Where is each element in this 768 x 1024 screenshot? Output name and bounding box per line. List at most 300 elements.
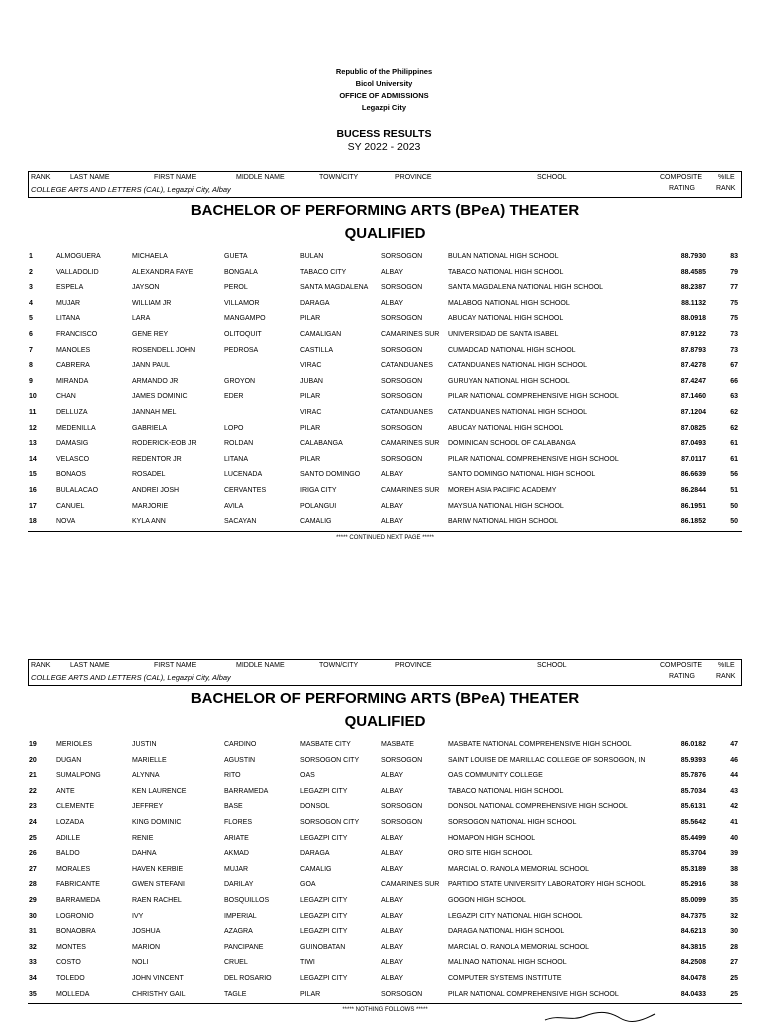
table-row bbox=[28, 515, 742, 531]
school-cell: SANTA MAGDALENA NATIONAL HIGH SCHOOL bbox=[448, 284, 604, 292]
school-cell: LEGAZPI CITY NATIONAL HIGH SCHOOL bbox=[448, 912, 583, 920]
percentile-rank-cell: 66 bbox=[730, 377, 738, 385]
composite-rating-cell: 87.9122 bbox=[680, 330, 706, 338]
program-title: BACHELOR OF PERFORMING ARTS (BPeA) THEATER bbox=[190, 202, 580, 219]
school-cell: ABUCAY NATIONAL HIGH SCHOOL bbox=[448, 424, 564, 432]
middle-name-cell: BASE bbox=[224, 803, 243, 811]
last-name-cell: DELLUZA bbox=[56, 408, 88, 416]
town-cell: SANTO DOMINGO bbox=[300, 471, 361, 479]
school-cell: BULAN NATIONAL HIGH SCHOOL bbox=[448, 253, 559, 260]
school-cell: MARCIAL O. RAÑOLA MEMORIAL SCHOOL bbox=[448, 865, 590, 873]
col-rank: RANK bbox=[31, 174, 51, 181]
rank-cell: 14 bbox=[29, 455, 37, 463]
town-cell: VIRAC bbox=[300, 408, 322, 416]
percentile-rank-cell: 61 bbox=[730, 440, 738, 448]
rank-cell: 6 bbox=[29, 330, 33, 338]
table-row bbox=[28, 863, 742, 879]
percentile-rank-cell: 25 bbox=[730, 990, 738, 998]
results-list-2 bbox=[28, 738, 742, 1003]
last-name-cell: ADILLE bbox=[56, 834, 81, 842]
percentile-rank-cell: 75 bbox=[730, 299, 738, 307]
program-title: BACHELOR OF PERFORMING ARTS (BPeA) THEATER bbox=[190, 690, 580, 707]
school-cell: PILAR NATIONAL COMPREHENSIVE HIGH SCHOOL bbox=[448, 990, 619, 998]
composite-rating-cell: 87.0117 bbox=[681, 455, 706, 463]
school-cell: TABACO NATIONAL HIGH SCHOOL bbox=[448, 787, 564, 795]
percentile-rank-cell: 67 bbox=[730, 362, 738, 370]
last-name-cell: MONTES bbox=[56, 943, 86, 951]
school-cell: GURUYAN NATIONAL HIGH SCHOOL bbox=[448, 377, 570, 385]
first-name-cell: KEN LAURENCE bbox=[132, 787, 187, 795]
last-name-cell: SUMALPONG bbox=[56, 772, 101, 780]
province-cell: ALBAY bbox=[381, 471, 404, 479]
province-cell: ALBAY bbox=[381, 502, 404, 510]
composite-rating-cell: 84.6213 bbox=[680, 928, 706, 936]
middle-name-cell: PEROL bbox=[224, 284, 248, 292]
percentile-rank-cell: 73 bbox=[730, 330, 738, 338]
school-cell: MARCIAL O. RAÑOLA MEMORIAL SCHOOL bbox=[448, 943, 590, 951]
percentile-rank-cell: 39 bbox=[730, 850, 738, 858]
table-row bbox=[28, 390, 742, 406]
percentile-rank-cell: 38 bbox=[730, 865, 738, 873]
rank-cell: 18 bbox=[29, 518, 37, 526]
province-cell: CAMARINES SUR bbox=[381, 330, 440, 338]
last-name-cell: MIRANDA bbox=[56, 377, 89, 385]
middle-name-cell: BARRAMEDA bbox=[224, 787, 269, 795]
last-name-cell: VELASCO bbox=[56, 455, 90, 463]
middle-name-cell: DEL ROSARIO bbox=[224, 974, 272, 982]
province-cell: ALBAY bbox=[381, 896, 404, 904]
last-name-cell: BONAOBRA bbox=[56, 928, 96, 936]
province-cell: SORSOGON bbox=[381, 803, 423, 811]
composite-rating-cell: 86.1951 bbox=[680, 502, 706, 510]
percentile-rank-cell: 77 bbox=[730, 284, 738, 292]
town-cell: SANTA MAGDALENA bbox=[300, 284, 369, 292]
first-name-cell: ROSENDELL JOHN bbox=[132, 346, 196, 354]
school-cell: SAINT LOUISE DE MARILLAC COLLEGE OF SORSOGON, IN bbox=[448, 756, 646, 764]
composite-rating-cell: 88.1132 bbox=[681, 299, 706, 307]
last-name-cell: CANUEL bbox=[56, 502, 85, 510]
town-cell: LEGAZPI CITY bbox=[300, 912, 348, 920]
table-row bbox=[28, 988, 742, 1004]
first-name-cell: JOSHUA bbox=[132, 928, 161, 936]
col-last-name: LAST NAME bbox=[70, 662, 110, 669]
table-row bbox=[28, 738, 742, 754]
composite-rating-cell: 87.1460 bbox=[680, 393, 706, 401]
composite-rating-cell: 87.0825 bbox=[680, 424, 706, 432]
rank-cell: 28 bbox=[29, 881, 37, 889]
province-cell: ALBAY bbox=[381, 787, 404, 795]
middle-name-cell: AGUSTIN bbox=[224, 756, 256, 764]
rank-cell: 15 bbox=[29, 471, 37, 479]
school-cell: SANTO DOMINGO NATIONAL HIGH SCHOOL bbox=[448, 471, 596, 479]
col-first-name: FIRST NAME bbox=[154, 174, 197, 181]
town-cell: PILAR bbox=[300, 393, 321, 401]
first-name-cell: MICHAELA bbox=[132, 253, 168, 260]
col-town: TOWN/CITY bbox=[319, 662, 359, 669]
first-name-cell: GABRIELA bbox=[132, 424, 168, 432]
town-cell: JUBAN bbox=[300, 377, 323, 385]
last-name-cell: MERIOLES bbox=[56, 741, 93, 748]
table-row bbox=[28, 266, 742, 282]
rank-cell: 24 bbox=[29, 818, 37, 826]
rank-cell: 3 bbox=[29, 284, 33, 292]
qualified-label: QUALIFIED bbox=[344, 225, 426, 242]
last-name-cell: DUGAN bbox=[56, 756, 82, 764]
school-cell: BARIW NATIONAL HIGH SCHOOL bbox=[448, 518, 559, 526]
first-name-cell: WILLIAM JR bbox=[132, 299, 172, 307]
middle-name-cell: LOPO bbox=[224, 424, 244, 432]
table-row bbox=[28, 910, 742, 926]
table-row bbox=[28, 972, 742, 988]
col-pct: %ILE bbox=[718, 662, 735, 669]
school-cell: OAS COMMUNITY COLLEGE bbox=[448, 772, 543, 780]
col-composite-rating: RATING bbox=[669, 185, 695, 192]
composite-rating-cell: 87.4278 bbox=[680, 362, 706, 370]
table-row bbox=[28, 312, 742, 328]
rank-cell: 9 bbox=[29, 377, 33, 385]
last-name-cell: MOLLEDA bbox=[56, 990, 90, 998]
last-name-cell: CLEMENTE bbox=[56, 803, 95, 811]
table-border-left bbox=[28, 172, 29, 197]
province-cell: MASBATE bbox=[381, 741, 414, 748]
percentile-rank-cell: 62 bbox=[730, 408, 738, 416]
town-cell: TABACO CITY bbox=[300, 268, 347, 276]
school-cell: PILAR NATIONAL COMPREHENSIVE HIGH SCHOOL bbox=[448, 393, 619, 401]
table-row bbox=[28, 250, 742, 266]
first-name-cell: MARIELLE bbox=[132, 756, 167, 764]
composite-rating-cell: 85.7034 bbox=[680, 787, 706, 795]
province-cell: ALBAY bbox=[381, 928, 404, 936]
middle-name-cell: TAGLE bbox=[224, 990, 247, 998]
middle-name-cell: GROYON bbox=[224, 377, 256, 385]
middle-name-cell: GUETA bbox=[224, 253, 248, 260]
first-name-cell: ARMANDO JR bbox=[132, 377, 179, 385]
town-cell: DONSOL bbox=[300, 803, 330, 811]
composite-rating-cell: 88.4585 bbox=[680, 268, 706, 276]
college-label: COLLEGE ARTS AND LETTERS (CAL), Legazpi City, Albay bbox=[31, 673, 231, 682]
composite-rating-cell: 84.0433 bbox=[680, 990, 706, 998]
town-cell: CAMALIG bbox=[300, 518, 332, 526]
town-cell: BULAN bbox=[300, 253, 324, 260]
rank-cell: 20 bbox=[29, 756, 37, 764]
percentile-rank-cell: 47 bbox=[730, 741, 738, 748]
percentile-rank-cell: 75 bbox=[730, 315, 738, 323]
table-row bbox=[28, 453, 742, 469]
results-list-1 bbox=[28, 250, 742, 531]
header-office: OFFICE OF ADMISSIONS bbox=[339, 91, 429, 100]
composite-rating-cell: 88.7930 bbox=[680, 253, 706, 260]
school-cell: TABACO NATIONAL HIGH SCHOOL bbox=[448, 268, 564, 276]
last-name-cell: MORALES bbox=[56, 865, 91, 873]
qualified-label: QUALIFIED bbox=[344, 713, 426, 730]
province-cell: ALBAY bbox=[381, 518, 404, 526]
school-cell: DOMINICAN SCHOOL OF CALABANGA bbox=[448, 440, 576, 448]
percentile-rank-cell: 56 bbox=[730, 471, 738, 479]
composite-rating-cell: 85.7876 bbox=[680, 772, 706, 780]
rank-cell: 13 bbox=[29, 440, 37, 448]
middle-name-cell: EDER bbox=[224, 393, 244, 401]
percentile-rank-cell: 50 bbox=[730, 502, 738, 510]
middle-name-cell: PEDROSA bbox=[224, 346, 259, 354]
province-cell: CATANDUANES bbox=[381, 362, 433, 370]
town-cell: LEGAZPI CITY bbox=[300, 834, 348, 842]
middle-name-cell: AVILA bbox=[224, 502, 244, 510]
col-first-name: FIRST NAME bbox=[154, 662, 197, 669]
composite-rating-cell: 85.3704 bbox=[680, 850, 706, 858]
percentile-rank-cell: 62 bbox=[730, 424, 738, 432]
rank-cell: 8 bbox=[29, 362, 33, 370]
header-republic: Republic of the Philippines bbox=[335, 67, 433, 76]
first-name-cell: JAMES DOMINIC bbox=[132, 393, 188, 401]
table-row bbox=[28, 344, 742, 360]
last-name-cell: DAMASIG bbox=[56, 440, 89, 448]
first-name-cell: JAYSON bbox=[132, 284, 160, 292]
middle-name-cell: ROLDAN bbox=[224, 440, 254, 448]
town-cell: GOA bbox=[300, 881, 316, 889]
last-name-cell: BARRAMEDA bbox=[56, 896, 101, 904]
rank-cell: 29 bbox=[29, 896, 37, 904]
middle-name-cell: BONGALA bbox=[224, 268, 258, 276]
first-name-cell: JOHN VINCENT bbox=[132, 974, 184, 982]
town-cell: POLANGUI bbox=[300, 502, 337, 510]
composite-rating-cell: 85.0099 bbox=[680, 896, 706, 904]
school-cell: UNIVERSIDAD DE SANTA ISABEL bbox=[448, 330, 559, 338]
composite-rating-cell: 85.4499 bbox=[680, 834, 706, 842]
header-university: Bicol University bbox=[355, 79, 413, 88]
last-name-cell: BALDO bbox=[56, 850, 80, 858]
middle-name-cell: MUJAR bbox=[224, 865, 249, 873]
table-row bbox=[28, 375, 742, 391]
town-cell: LEGAZPI CITY bbox=[300, 928, 348, 936]
results-section-page-2 bbox=[28, 659, 742, 1013]
col-pct-rank: RANK bbox=[716, 185, 736, 192]
middle-name-cell: FLORES bbox=[224, 818, 253, 826]
results-section-page-1 bbox=[28, 171, 742, 541]
rank-cell: 19 bbox=[29, 741, 37, 748]
town-cell: LEGAZPI CITY bbox=[300, 974, 348, 982]
rank-cell: 12 bbox=[29, 424, 37, 432]
col-town: TOWN/CITY bbox=[319, 174, 359, 181]
school-cell: ABUCAY NATIONAL HIGH SCHOOL bbox=[448, 315, 564, 323]
table-row bbox=[28, 785, 742, 801]
last-name-cell: TOLEDO bbox=[56, 974, 85, 982]
percentile-rank-cell: 79 bbox=[730, 268, 738, 276]
composite-rating-cell: 84.0478 bbox=[680, 974, 706, 982]
composite-rating-cell: 87.1204 bbox=[680, 408, 706, 416]
town-cell: CAMALIGAN bbox=[300, 330, 342, 338]
last-name-cell: BONAOS bbox=[56, 471, 86, 479]
town-cell: PILAR bbox=[300, 990, 321, 998]
table-row bbox=[28, 754, 742, 770]
last-name-cell: MEDENILLA bbox=[56, 424, 96, 432]
first-name-cell: RENIE bbox=[132, 834, 154, 842]
school-cell: COMPUTER SYSTEMS INSTITUTE bbox=[448, 974, 562, 982]
school-cell: HOMAPON HIGH SCHOOL bbox=[448, 834, 536, 842]
rank-cell: 10 bbox=[29, 393, 37, 401]
table-row bbox=[28, 484, 742, 500]
composite-rating-cell: 86.6639 bbox=[680, 471, 706, 479]
table-row bbox=[28, 878, 742, 894]
college-label: COLLEGE ARTS AND LETTERS (CAL), Legazpi City, Albay bbox=[31, 185, 231, 194]
col-school: SCHOOL bbox=[537, 662, 567, 669]
table-row bbox=[28, 832, 742, 848]
table-row bbox=[28, 500, 742, 516]
composite-rating-cell: 85.9393 bbox=[680, 756, 706, 764]
school-cell: PILAR NATIONAL COMPREHENSIVE HIGH SCHOOL bbox=[448, 455, 619, 463]
province-cell: SORSOGON bbox=[381, 284, 423, 292]
percentile-rank-cell: 38 bbox=[730, 881, 738, 889]
rank-cell: 23 bbox=[29, 803, 37, 811]
province-cell: ALBAY bbox=[381, 959, 404, 967]
last-name-cell: CHAN bbox=[56, 393, 76, 401]
col-province: PROVINCE bbox=[395, 174, 432, 181]
school-cell: MASBATE NATIONAL COMPREHENSIVE HIGH SCHOOL bbox=[448, 741, 632, 748]
first-name-cell: IVY bbox=[132, 912, 144, 920]
col-pct: %ILE bbox=[718, 174, 735, 181]
first-name-cell: HAVEN KERBIE bbox=[132, 865, 184, 873]
col-pct-rank: RANK bbox=[716, 673, 736, 680]
last-name-cell: BULALACAO bbox=[56, 486, 99, 494]
percentile-rank-cell: 40 bbox=[730, 834, 738, 842]
percentile-rank-cell: 30 bbox=[730, 928, 738, 936]
town-cell: SORSOGON CITY bbox=[300, 818, 360, 826]
last-name-cell: MUJAR bbox=[56, 299, 81, 307]
composite-rating-cell: 86.2844 bbox=[680, 486, 706, 494]
first-name-cell: MARION bbox=[132, 943, 160, 951]
table-row bbox=[28, 328, 742, 344]
province-cell: SORSOGON bbox=[381, 253, 423, 260]
school-cell: MALABOG NATIONAL HIGH SCHOOL bbox=[448, 299, 570, 307]
province-cell: ALBAY bbox=[381, 943, 404, 951]
table-border-right bbox=[741, 660, 742, 685]
percentile-rank-cell: 25 bbox=[730, 974, 738, 982]
rank-cell: 32 bbox=[29, 943, 37, 951]
middle-name-cell: CERVANTES bbox=[224, 486, 267, 494]
middle-name-cell: CRUEL bbox=[224, 959, 248, 967]
middle-name-cell: ARIATE bbox=[224, 834, 249, 842]
percentile-rank-cell: 35 bbox=[730, 896, 738, 904]
province-cell: SORSOGON bbox=[381, 346, 423, 354]
town-cell: LEGAZPI CITY bbox=[300, 787, 348, 795]
percentile-rank-cell: 46 bbox=[730, 756, 738, 764]
last-name-cell: LITANA bbox=[56, 315, 80, 323]
province-cell: SORSOGON bbox=[381, 818, 423, 826]
school-cell: MALINAO NATIONAL HIGH SCHOOL bbox=[448, 959, 567, 967]
province-cell: ALBAY bbox=[381, 772, 404, 780]
middle-name-cell: LUCEÑADA bbox=[224, 471, 263, 479]
middle-name-cell: PANCIPANE bbox=[224, 943, 264, 951]
table-header bbox=[28, 659, 742, 686]
province-cell: SORSOGON bbox=[381, 315, 423, 323]
composite-rating-cell: 87.4247 bbox=[680, 377, 706, 385]
table-border-left bbox=[28, 660, 29, 685]
table-row bbox=[28, 847, 742, 863]
last-name-cell: ESPELA bbox=[56, 284, 84, 292]
rank-cell: 4 bbox=[29, 299, 33, 307]
rank-cell: 27 bbox=[29, 865, 37, 873]
percentile-rank-cell: 28 bbox=[730, 943, 738, 951]
table-end-line bbox=[28, 531, 742, 532]
province-cell: SORSOGON bbox=[381, 393, 423, 401]
percentile-rank-cell: 27 bbox=[730, 959, 738, 967]
province-cell: ALBAY bbox=[381, 834, 404, 842]
school-cell: PARTIDO STATE UNIVERSITY LABORATORY HIGH SCHOOL bbox=[448, 881, 646, 889]
province-cell: CAMARINES SUR bbox=[381, 486, 440, 494]
table-row bbox=[28, 359, 742, 375]
col-middle-name: MIDDLE NAME bbox=[236, 174, 285, 181]
composite-rating-cell: 85.2916 bbox=[680, 881, 706, 889]
first-name-cell: NOLI bbox=[132, 959, 149, 967]
rank-cell: 16 bbox=[29, 486, 37, 494]
percentile-rank-cell: 43 bbox=[730, 787, 738, 795]
school-cell: MAYSUA NATIONAL HIGH SCHOOL bbox=[448, 502, 564, 510]
composite-rating-cell: 85.6131 bbox=[680, 803, 706, 811]
school-year: SY 2022 - 2023 bbox=[347, 141, 421, 153]
last-name-cell: VALLADOLID bbox=[56, 268, 99, 276]
first-name-cell: CHRISTHY GAIL bbox=[132, 990, 186, 998]
school-cell: MOREH ASIA PACIFIC ACADEMY bbox=[448, 486, 557, 494]
town-cell: VIRAC bbox=[300, 362, 322, 370]
first-name-cell: ALYNNA bbox=[132, 772, 160, 780]
col-province: PROVINCE bbox=[395, 662, 432, 669]
last-name-cell: CABRERA bbox=[56, 362, 90, 370]
province-cell: ALBAY bbox=[381, 974, 404, 982]
province-cell: ALBAY bbox=[381, 268, 404, 276]
middle-name-cell: VILLAMOR bbox=[224, 299, 260, 307]
middle-name-cell: AKMAD bbox=[224, 850, 249, 858]
percentile-rank-cell: 32 bbox=[730, 912, 738, 920]
col-middle-name: MIDDLE NAME bbox=[236, 662, 285, 669]
col-school: SCHOOL bbox=[537, 174, 567, 181]
composite-rating-cell: 84.2508 bbox=[680, 959, 706, 967]
table-row bbox=[28, 297, 742, 313]
first-name-cell: ALEXANDRA FAYE bbox=[132, 268, 194, 276]
province-cell: SORSOGON bbox=[381, 455, 423, 463]
middle-name-cell: OLITOQUIT bbox=[224, 330, 262, 338]
province-cell: ALBAY bbox=[381, 299, 404, 307]
composite-rating-cell: 86.1852 bbox=[680, 518, 706, 526]
town-cell: OAS bbox=[300, 772, 315, 780]
table-border-right bbox=[741, 172, 742, 197]
last-name-cell: COSTO bbox=[56, 959, 81, 967]
composite-rating-cell: 84.7375 bbox=[680, 912, 706, 920]
signature-mark bbox=[540, 1008, 660, 1024]
province-cell: SORSOGON bbox=[381, 990, 423, 998]
town-cell: TIWI bbox=[300, 959, 315, 967]
table-row bbox=[28, 941, 742, 957]
town-cell: GUINOBATAN bbox=[300, 943, 346, 951]
first-name-cell: DAHNA bbox=[132, 850, 157, 858]
last-name-cell: ANTE bbox=[56, 787, 75, 795]
town-cell: IRIGA CITY bbox=[300, 486, 337, 494]
middle-name-cell: MANGAMPO bbox=[224, 315, 266, 323]
town-cell: DARAGA bbox=[300, 850, 330, 858]
composite-rating-cell: 84.3815 bbox=[680, 943, 706, 951]
percentile-rank-cell: 83 bbox=[730, 253, 738, 260]
middle-name-cell: CARDIÑO bbox=[224, 741, 257, 748]
school-cell: CATANDUANES NATIONAL HIGH SCHOOL bbox=[448, 408, 587, 416]
results-title: BUCESS RESULTS bbox=[336, 128, 432, 140]
col-composite: COMPOSITE bbox=[660, 662, 703, 669]
town-cell: CALABANGA bbox=[300, 440, 343, 448]
table-row bbox=[28, 437, 742, 453]
table-row bbox=[28, 925, 742, 941]
col-last-name: LAST NAME bbox=[70, 174, 110, 181]
province-cell: CATANDUANES bbox=[381, 408, 433, 416]
school-cell: DONSOL NATIONAL COMPREHENSIVE HIGH SCHOOL bbox=[448, 803, 628, 811]
first-name-cell: ROSADEL bbox=[132, 471, 166, 479]
rank-cell: 22 bbox=[29, 787, 37, 795]
